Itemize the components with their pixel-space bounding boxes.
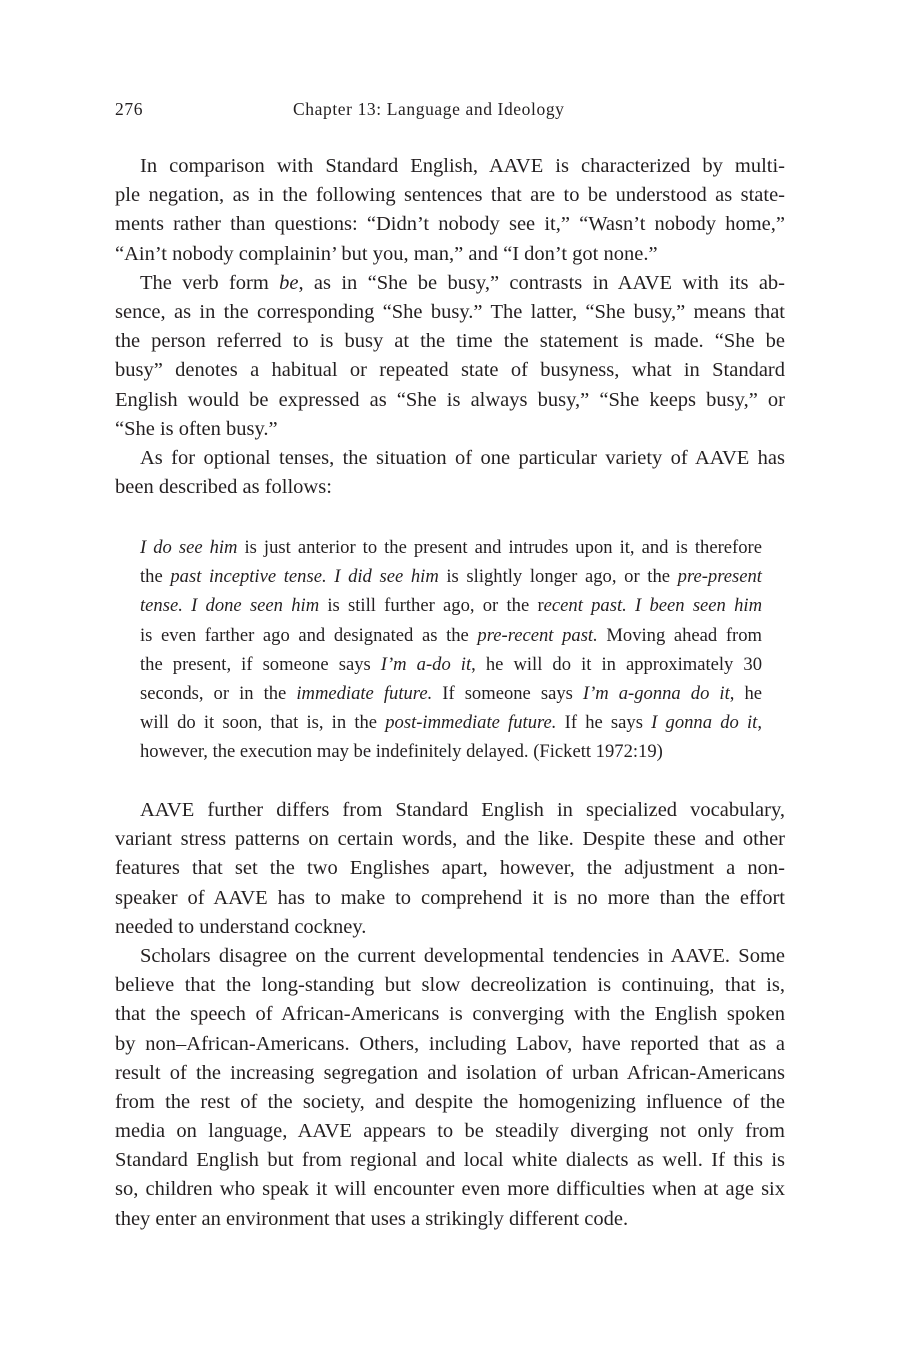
page-number: 276	[115, 99, 144, 119]
text-line	[140, 650, 762, 679]
paragraph	[115, 796, 785, 942]
italic-text: tense. I done seen him	[140, 595, 320, 617]
text-line	[115, 1059, 785, 1088]
text-segment: the person referred to is busy at the time the statement is made. “She be	[115, 330, 785, 353]
text-segment: the	[140, 566, 171, 588]
paragraph	[115, 942, 785, 1234]
text-segment: ments rather than questions: “Didn’t nobody see it,” “Wasn’t nobody home,”	[115, 213, 785, 236]
text-line	[115, 386, 785, 415]
text-segment: that the speech of African-Americans is converging with the English spoken	[115, 1003, 785, 1026]
running-title: Chapter 13: Language and Ideology	[293, 99, 565, 119]
text-line	[115, 971, 785, 1000]
italic-text: pre-recent past.	[477, 624, 598, 646]
text-line	[115, 1000, 785, 1029]
text-segment: AAVE further differs from Standard English in specialized vocabulary,	[140, 799, 785, 821]
text-segment: been described as follows:	[115, 476, 332, 499]
text-segment: As for optional tenses, the situation of one particular variety of AAVE has	[140, 446, 785, 469]
text-segment: , as in “She be busy,” contrasts in AAVE with its ab-	[298, 271, 785, 294]
text-segment: from the rest of the society, and despite the homogenizing influence of the	[115, 1090, 785, 1113]
text-segment: speaker of AAVE has to make to comprehend it is no more than the effort	[115, 886, 785, 909]
text-line	[115, 942, 785, 971]
text-line	[115, 1146, 785, 1175]
text-segment: If someone says	[432, 682, 583, 704]
italic-text: I do see him	[140, 537, 238, 559]
text-segment: is just anterior to the present and intrudes upon it, and is therefore	[237, 537, 762, 559]
text-line	[115, 1205, 785, 1234]
text-line	[115, 269, 785, 298]
text-line	[140, 621, 762, 650]
text-segment: result of the increasing segregation and isolation of urban African-Americans	[115, 1061, 785, 1084]
text-segment: “Ain’t nobody complainin’ but you, man,” and “I don’t got none.”	[115, 242, 658, 265]
text-segment: is even farther ago and designated as the	[140, 624, 478, 646]
text-line	[115, 444, 785, 473]
text-line	[140, 562, 762, 591]
text-segment: Moving ahead from	[597, 624, 762, 646]
text-line	[115, 327, 785, 356]
text-segment: The verb form	[140, 271, 280, 294]
text-segment: , he	[729, 682, 762, 704]
page-body	[115, 152, 785, 1234]
text-line	[140, 679, 762, 708]
paragraph	[115, 152, 785, 269]
text-line	[115, 913, 785, 942]
text-segment: ple negation, as in the following sentences that are to be understood as state-	[115, 184, 785, 207]
italic-text: I’m a-gonna do it	[582, 682, 730, 704]
text-segment: busy” denotes a habitual or repeated state of busyness, what in Standard	[115, 359, 785, 382]
italic-text: I’m a-do it	[380, 653, 472, 675]
text-segment: so, children who speak it will encounter even more difficulties when at age six	[115, 1178, 785, 1201]
running-header	[115, 99, 785, 125]
text-line	[115, 1175, 785, 1204]
text-segment: is slightly longer ago, or the	[438, 566, 678, 588]
text-segment: they enter an environment that uses a strikingly different code.	[115, 1207, 629, 1230]
text-line	[115, 415, 785, 444]
text-segment: Scholars disagree on the current developmental tendencies in AAVE. Some	[140, 944, 785, 967]
italic-text: post-immediate future.	[385, 711, 557, 733]
text-segment: Standard English but from regional and local white dialects as well. If this is	[115, 1149, 785, 1172]
text-line	[140, 737, 762, 766]
text-line	[115, 854, 785, 883]
text-segment: seconds, or in the	[140, 682, 297, 704]
italic-text: ecent past. I been seen him	[543, 595, 762, 617]
text-segment: ,	[757, 711, 762, 733]
text-line	[115, 796, 785, 825]
italic-text: pre-present	[677, 566, 762, 588]
text-segment: is still further ago, or the r	[319, 595, 544, 617]
text-line	[115, 1030, 785, 1059]
text-line	[115, 240, 785, 269]
text-segment: features that set the two Englishes apart, however, the adjustment a non-	[115, 857, 785, 880]
text-line	[115, 473, 785, 502]
text-segment: sence, as in the corresponding “She busy.” The latter, “She busy,” means that	[115, 300, 785, 323]
text-segment: media on language, AAVE appears to be steadily diverging not only from	[115, 1120, 785, 1143]
text-line	[115, 152, 785, 181]
text-line	[140, 533, 762, 562]
italic-text: be	[279, 271, 299, 294]
text-segment: however, the execution may be indefinitely delayed. (Fickett 1972:19)	[140, 740, 663, 762]
text-segment: In comparison with Standard English, AAVE is characterized by multi-	[140, 155, 785, 177]
text-segment: English would be expressed as “She is always busy,” “She keeps busy,” or	[115, 388, 785, 411]
text-line	[115, 356, 785, 385]
text-segment: will do it soon, that is, in the	[140, 711, 386, 733]
text-segment: variant stress patterns on certain words, and the like. Despite these and other	[115, 828, 785, 851]
text-line	[115, 181, 785, 210]
text-line	[115, 825, 785, 854]
text-segment: the present, if someone says	[140, 653, 381, 675]
text-line	[140, 708, 762, 737]
italic-text: immediate future.	[296, 682, 433, 704]
text-segment: needed to understand cockney.	[115, 915, 367, 938]
text-line	[115, 884, 785, 913]
text-line	[140, 591, 762, 620]
text-segment: by non–African-Americans. Others, including Labov, have reported that as a	[115, 1032, 785, 1055]
text-line	[115, 1088, 785, 1117]
text-segment: , he will do it in approximately 30	[471, 653, 763, 675]
text-line	[115, 1117, 785, 1146]
text-segment: “She is often busy.”	[115, 417, 278, 440]
paragraph	[115, 444, 785, 502]
block-quote	[140, 533, 762, 766]
text-line	[115, 210, 785, 239]
italic-text: past inceptive tense. I did see him	[170, 566, 439, 588]
text-segment: believe that the long-standing but slow decreolization is continuing, that is,	[115, 974, 785, 997]
text-line	[115, 298, 785, 327]
text-segment: If he says	[556, 711, 652, 733]
italic-text: I gonna do it	[651, 711, 758, 733]
paragraph	[115, 269, 785, 444]
